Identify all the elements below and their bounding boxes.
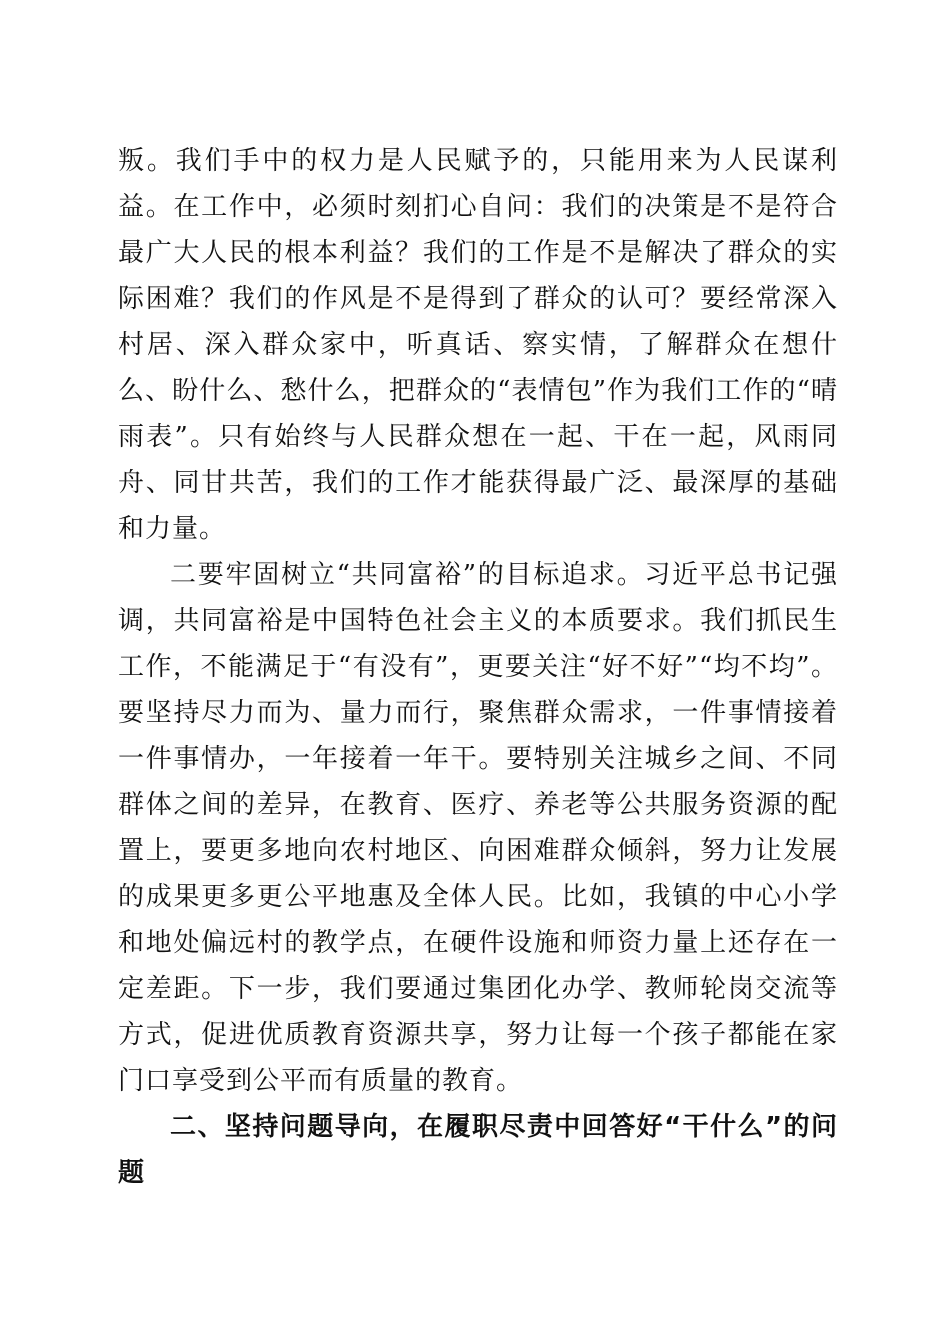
section-heading: 二、坚持问题导向，在履职尽责中回答好“干什么”的问题 [118, 1112, 838, 1188]
paragraph-continued: 叛。我们手中的权力是人民赋予的，只能用来为人民谋利益。在工作中，必须时刻扪心自问：我们的决策是不是符合最广大人民的根本利益？我们的工作是不是解决了群众的实际困难？我们的作风是不是得到了群众的认可？要经常深入村居、深入群众家中，听真话、察实情，了解群众在想什么、盼什么、愁什么，把群众的“表情包”作为我们工作的“晴雨表”。只有始终与人民群众想在一起、干在一起，风雨同舟、同甘共苦，我们的工作才能获得最广泛、最深厚的基础和力量。 [118, 146, 838, 544]
document-body [118, 138, 838, 1196]
paragraph-common-prosperity: 二要牢固树立“共同富裕”的目标追求。习近平总书记强调，共同富裕是中国特色社会主义的本质要求。我们抓民生工作，不能满足于“有没有”，更要关注“好不好”“均不均”。要坚持尽力而为、量力而行，聚焦群众需求，一件事情接着一件事情办，一年接着一年干。要特别关注城乡之间、不同群体之间的差异，在教育、医疗、养老等公共服务资源的配置上，要更多地向农村地区、向困难群众倾斜，努力让发展的成果更多更公平地惠及全体人民。比如，我镇的中心小学和地处偏远村的教学点，在硬件设施和师资力量上还存在一定差距。下一步，我们要通过集团化办学、教师轮岗交流等方式，促进优质教育资源共享，努力让每一个孩子都能在家门口享受到公平而有质量的教育。 [118, 560, 838, 1096]
